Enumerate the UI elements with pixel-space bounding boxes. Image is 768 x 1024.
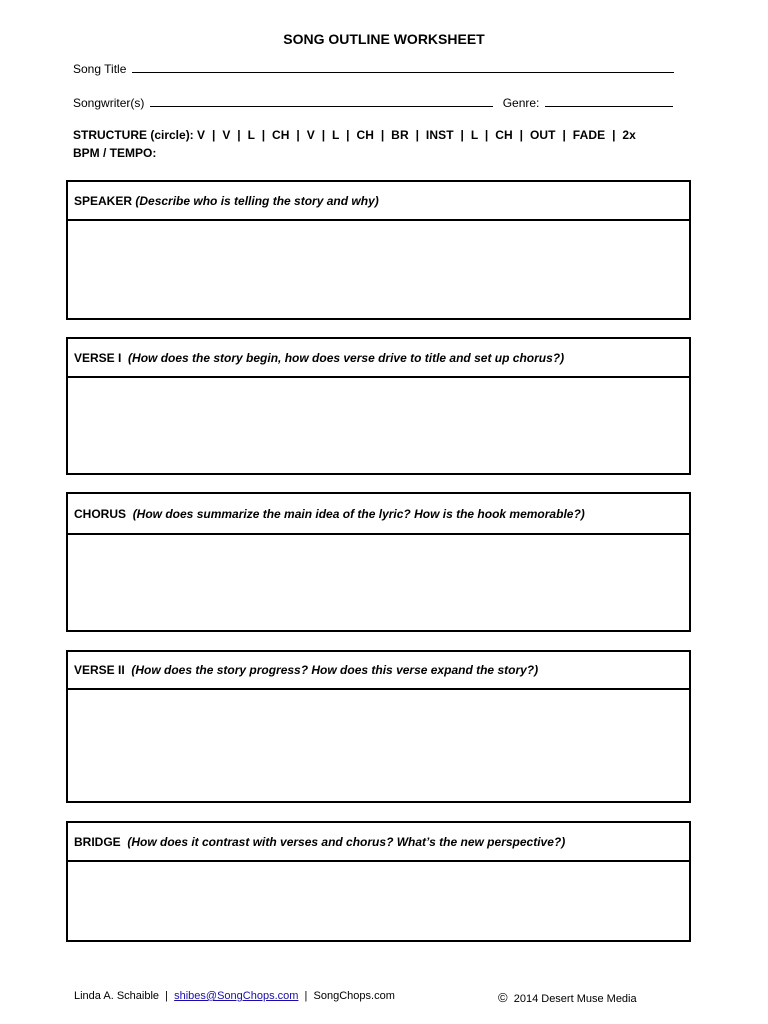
chorus-header xyxy=(68,494,689,535)
section-heading: CHORUS xyxy=(74,506,127,521)
songwriter-label: Songwriter(s) xyxy=(73,96,145,110)
section-heading: VERSE II xyxy=(74,663,125,677)
footer-credits xyxy=(74,990,395,1002)
structure-options[interactable]: V | V | L | CH | V | L | CH | BR | INST | L | CH | OUT | FADE | 2x xyxy=(197,128,636,142)
songwriter-row xyxy=(73,94,673,110)
section-heading: VERSE I xyxy=(74,350,122,365)
speaker-box xyxy=(66,180,691,320)
separator: | xyxy=(165,990,168,1002)
copyright-icon: © xyxy=(498,990,508,1005)
speaker-writing-area[interactable] xyxy=(68,221,689,318)
verse-one-header xyxy=(68,339,689,378)
section-prompt: (How does the story begin, how does verse drive to title and set up chorus?) xyxy=(128,350,565,365)
chorus-box xyxy=(66,492,691,632)
song-title-row xyxy=(73,60,674,76)
worksheet-title: SONG OUTLINE WORKSHEET xyxy=(283,31,485,47)
genre-label: Genre: xyxy=(502,96,540,110)
verse-one-box xyxy=(66,337,691,475)
bridge-header xyxy=(68,823,689,862)
verse-two-header xyxy=(68,652,689,690)
separator: | xyxy=(304,990,308,1002)
verse-one-writing-area[interactable] xyxy=(68,378,689,473)
genre-blank[interactable] xyxy=(545,94,673,107)
section-prompt: (How does summarize the main idea of the lyric? How is the hook memorable?) xyxy=(132,506,585,521)
verse-two-box xyxy=(66,650,691,803)
author-name: Linda A. Schaible xyxy=(74,990,160,1002)
chorus-writing-area[interactable] xyxy=(68,535,689,630)
structure-label: STRUCTURE (circle): xyxy=(73,128,194,142)
bpm-label: BPM / TEMPO: xyxy=(73,146,157,160)
song-title-blank[interactable] xyxy=(132,60,674,73)
bridge-writing-area[interactable] xyxy=(68,862,689,940)
section-heading: SPEAKER xyxy=(74,193,133,208)
verse-two-writing-area[interactable] xyxy=(68,690,689,801)
site-name: SongChops.com xyxy=(313,990,395,1002)
structure-row xyxy=(73,128,636,142)
speaker-header xyxy=(68,182,689,221)
bridge-box xyxy=(66,821,691,942)
email-link[interactable]: shibes@SongChops.com xyxy=(174,990,299,1002)
section-heading: BRIDGE xyxy=(74,834,121,849)
footer-copyright xyxy=(498,990,637,1005)
section-prompt: (How does the story progress? How does this verse expand the story?) xyxy=(131,663,539,677)
song-title-label: Song Title xyxy=(73,62,127,76)
copyright-text: 2014 Desert Muse Media xyxy=(513,993,637,1005)
section-prompt: (How does it contrast with verses and chorus? What’s the new perspective?) xyxy=(127,834,566,849)
songwriter-blank[interactable] xyxy=(150,94,493,107)
section-prompt: (Describe who is telling the story and why) xyxy=(135,193,379,208)
